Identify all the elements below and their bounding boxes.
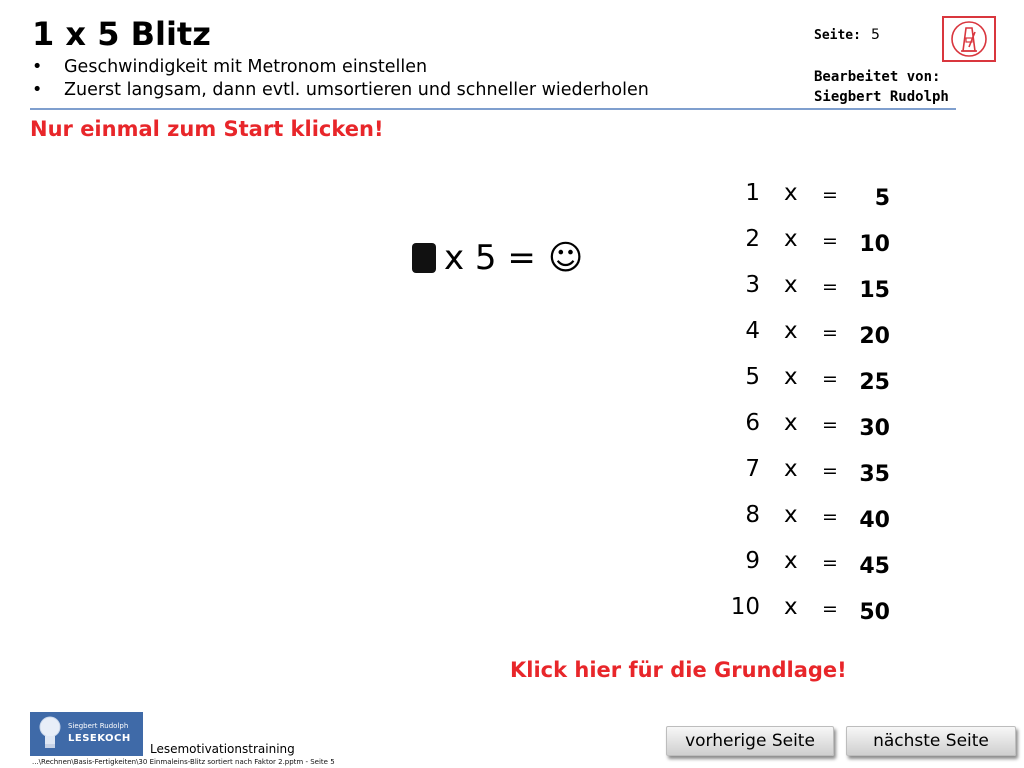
row-factor: 5: [745, 364, 760, 390]
row-result: 10: [859, 232, 890, 257]
row-result: 5: [874, 186, 890, 211]
page-title: 1 x 5 Blitz: [32, 15, 211, 53]
row-times: x: [784, 180, 798, 206]
author-block: [814, 67, 949, 107]
next-page-button[interactable]: nächste Seite: [846, 726, 1016, 756]
row-result: 45: [859, 554, 890, 579]
row-equals: =: [822, 276, 838, 298]
row-equals: =: [822, 230, 838, 252]
file-path: ...\Rechnen\Basis-Fertigkeiten\30 Einmaleins-Blitz sortiert nach Faktor 2.pptm - Seite 5: [32, 758, 335, 766]
table-row: [700, 364, 900, 404]
table-row: [700, 456, 900, 496]
flash-equation[interactable]: [412, 232, 583, 284]
metronome-icon: [944, 18, 994, 60]
logo-brand: LESEKOCH: [68, 733, 131, 744]
row-equals: =: [822, 414, 838, 436]
table-row: [700, 226, 900, 266]
row-times: x: [784, 272, 798, 298]
author-label: Bearbeitet von:: [814, 69, 941, 85]
row-times: x: [784, 318, 798, 344]
page-number-value: 5: [871, 27, 880, 43]
row-factor: 6: [745, 410, 760, 436]
grundlage-link[interactable]: Klick hier für die Grundlage!: [510, 658, 847, 682]
smiley-icon: ☺: [547, 238, 584, 278]
row-times: x: [784, 548, 798, 574]
row-times: x: [784, 410, 798, 436]
row-factor: 7: [745, 456, 760, 482]
author-name: Siegbert Rudolph: [814, 89, 949, 105]
row-times: x: [784, 456, 798, 482]
table-row: [700, 548, 900, 588]
logo-author: Siegbert Rudolph: [68, 722, 129, 730]
lesekoch-logo: [30, 712, 143, 756]
row-result: 25: [859, 370, 890, 395]
table-row: [700, 318, 900, 358]
start-instruction[interactable]: Nur einmal zum Start klicken!: [30, 117, 384, 141]
row-result: 50: [859, 600, 890, 625]
row-equals: =: [822, 322, 838, 344]
row-factor: 8: [745, 502, 760, 528]
row-times: x: [784, 364, 798, 390]
table-row: [700, 502, 900, 542]
row-times: x: [784, 594, 798, 620]
row-factor: 9: [745, 548, 760, 574]
row-factor: 1: [745, 180, 760, 206]
row-equals: =: [822, 552, 838, 574]
row-equals: =: [822, 506, 838, 528]
table-row: [700, 410, 900, 450]
row-result: 20: [859, 324, 890, 349]
table-row: [700, 594, 900, 634]
footer-label: Lesemotivationstraining: [150, 742, 295, 756]
row-result: 40: [859, 508, 890, 533]
row-factor: 3: [745, 272, 760, 298]
row-result: 30: [859, 416, 890, 441]
row-factor: 10: [730, 594, 760, 620]
row-equals: =: [822, 368, 838, 390]
page-number-label: Seite:: [814, 28, 861, 43]
metronome-button[interactable]: [942, 16, 996, 62]
instruction-list: [32, 56, 649, 102]
row-factor: 4: [745, 318, 760, 344]
row-factor: 2: [745, 226, 760, 252]
instruction-item: • Geschwindigkeit mit Metronom einstellen: [32, 56, 649, 79]
hidden-factor-box: [412, 243, 436, 273]
row-result: 15: [859, 278, 890, 303]
header-divider: [30, 108, 956, 110]
row-equals: =: [822, 184, 838, 206]
row-times: x: [784, 226, 798, 252]
row-equals: =: [822, 460, 838, 482]
row-equals: =: [822, 598, 838, 620]
table-row: [700, 272, 900, 312]
lightbulb-icon: [32, 712, 68, 756]
instruction-item: • Zuerst langsam, dann evtl. umsortieren und schneller wiederholen: [32, 79, 649, 102]
row-times: x: [784, 502, 798, 528]
previous-page-button[interactable]: vorherige Seite: [666, 726, 834, 756]
row-result: 35: [859, 462, 890, 487]
equation-text: x 5 =: [444, 238, 536, 278]
table-row: [700, 180, 900, 220]
